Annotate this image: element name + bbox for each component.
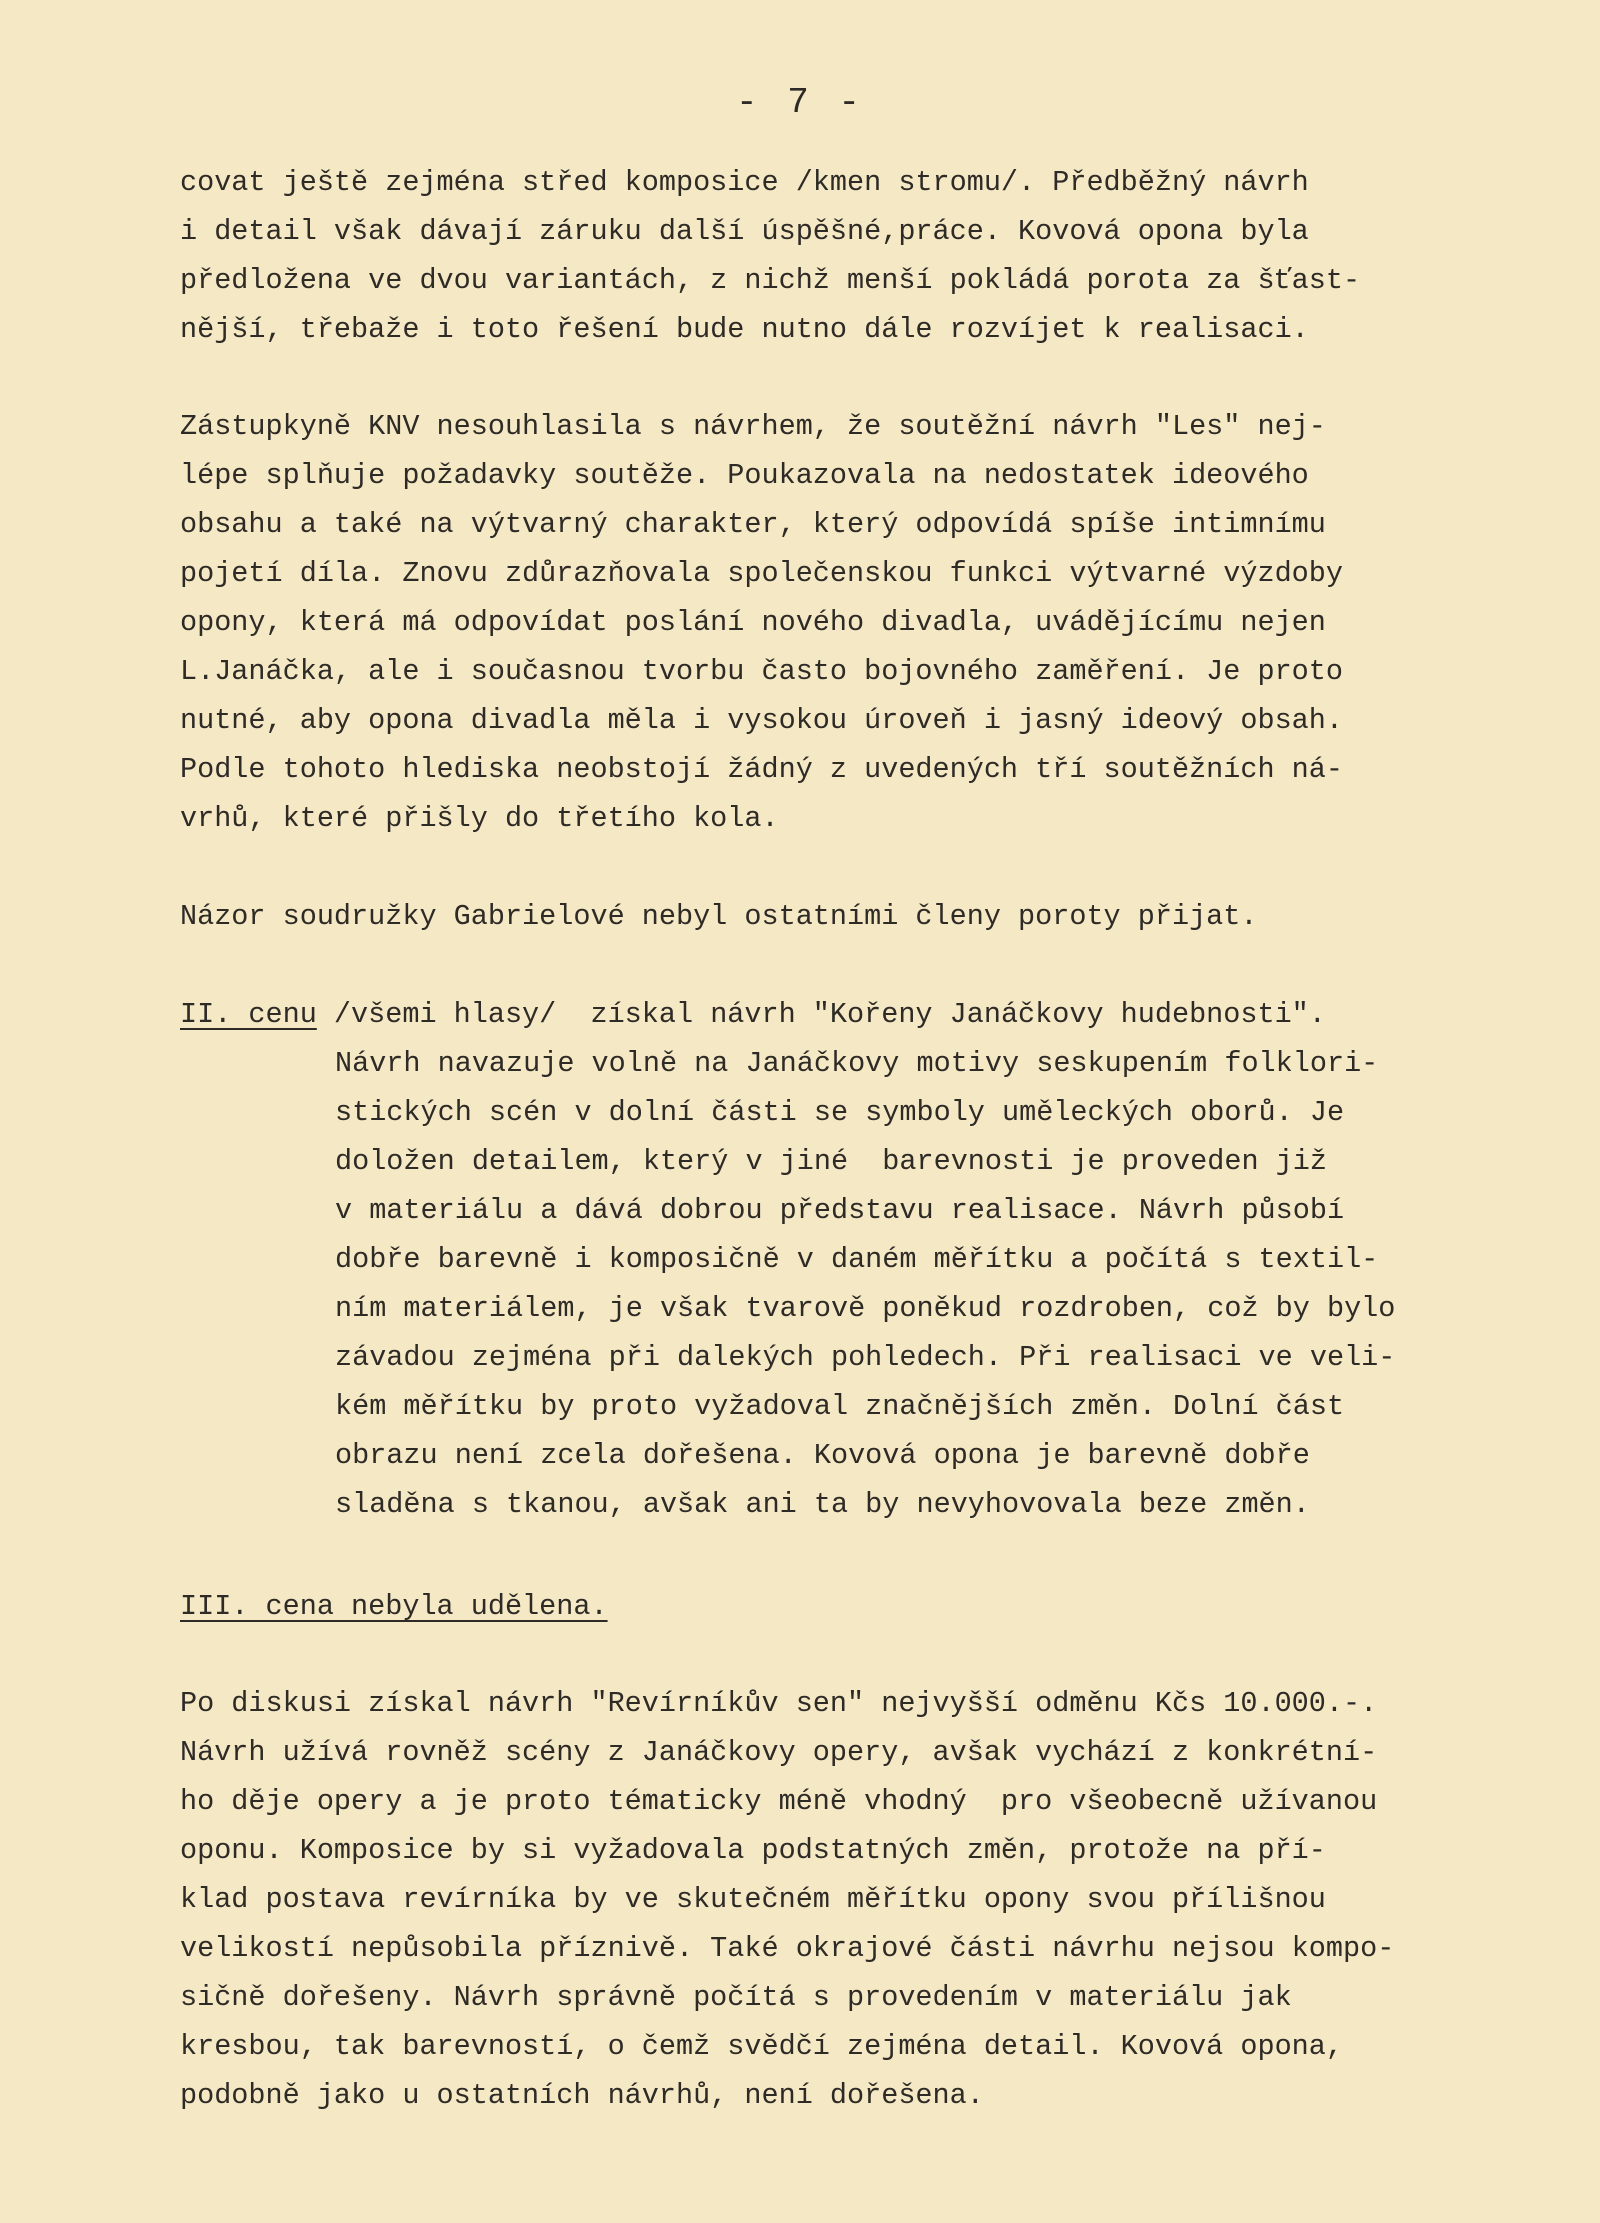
paragraph-3 <box>180 892 1540 941</box>
paragraph-4 <box>180 1679 1540 2120</box>
text-line: stických scén v dolní části se symboly uměleckých oborů. Je <box>335 1096 1345 1129</box>
text-line: opony, která má odpovídat poslání nového divadla, uvádějícímu nejen <box>180 606 1326 639</box>
text-line: lépe splňuje požadavky soutěže. Poukazovala na nedostatek ideového <box>180 459 1309 492</box>
text-line: pojetí díla. Znovu zdůrazňovala společenskou funkci výtvarné výzdoby <box>180 557 1343 590</box>
text-line: covat ještě zejména střed komposice /kmen stromu/. Předběžný návrh <box>180 166 1309 199</box>
text-line: kém měřítku by proto vyžadoval značnějších změn. Dolní část <box>335 1390 1345 1423</box>
text-line: Názor soudružky Gabrielové nebyl ostatními členy poroty přijat. <box>180 900 1258 933</box>
text-line: Podle tohoto hlediska neobstojí žádný z uvedených tří soutěžních ná- <box>180 753 1343 786</box>
page-number: - 7 - <box>735 82 865 123</box>
text-line: Návrh navazuje volně na Janáčkovy motivy seskupením folklori- <box>335 1047 1379 1080</box>
third-prize-heading: III. cena nebyla udělena. <box>180 1590 608 1623</box>
text-line: ním materiálem, je však tvarově poněkud rozdroben, což by bylo <box>335 1292 1396 1325</box>
text-line: kresbou, tak barevností, o čemž svědčí zejména detail. Kovová opona, <box>180 2030 1343 2063</box>
text-line: dobře barevně i komposičně v daném měřítku a počítá s textil- <box>335 1243 1379 1276</box>
section-third-prize <box>180 1582 1540 1631</box>
text-line: velikostí nepůsobila příznivě. Také okrajové části návrhu nejsou kompo- <box>180 1932 1395 1965</box>
text-line: sladěna s tkanou, avšak ani ta by nevyhovovala beze změn. <box>335 1488 1310 1521</box>
text-line: sičně dořešeny. Návrh správně počítá s provedením v materiálu jak <box>180 1981 1292 2014</box>
text-line: podobně jako u ostatních návrhů, není dořešena. <box>180 2079 984 2112</box>
text-line: ho děje opery a je proto tématicky méně vhodný pro všeobecně užívanou <box>180 1785 1378 1818</box>
text-line: obrazu není zcela dořešena. Kovová opona je barevně dobře <box>335 1439 1310 1472</box>
text-line: doložen detailem, který v jiné barevnosti je proveden již <box>335 1145 1327 1178</box>
section-second-prize <box>180 990 1540 1039</box>
text-line: Zástupkyně KNV nesouhlasila s návrhem, že soutěžní návrh "Les" nej- <box>180 410 1326 443</box>
section-heading-line <box>180 990 1540 1039</box>
paragraph-1 <box>180 158 1540 354</box>
second-prize-heading: II. cenu <box>180 998 317 1031</box>
text-line: předložena ve dvou variantách, z nichž menší pokládá porota za šťast- <box>180 264 1361 297</box>
text-line: v materiálu a dává dobrou představu realisace. Návrh působí <box>335 1194 1345 1227</box>
text-line: vrhů, které přišly do třetího kola. <box>180 802 779 835</box>
section-heading-line <box>180 1582 1540 1631</box>
text-line: Návrh užívá rovněž scény z Janáčkovy opery, avšak vychází z konkrétní- <box>180 1736 1378 1769</box>
text-line: Po diskusi získal návrh "Revírníkův sen" nejvyšší odměnu Kčs 10.000.-. <box>180 1687 1378 1720</box>
paragraph-2 <box>180 402 1540 843</box>
text-line: nější, třebaže i toto řešení bude nutno dále rozvíjet k realisaci. <box>180 313 1309 346</box>
text-line: závadou zejména při dalekých pohledech. Při realisaci ve veli- <box>335 1341 1396 1374</box>
text-line: oponu. Komposice by si vyžadovala podstatných změn, protože na pří- <box>180 1834 1326 1867</box>
text-line: nutné, aby opona divadla měla i vysokou úroveň i jasný ideový obsah. <box>180 704 1343 737</box>
text-line: L.Janáčka, ale i současnou tvorbu často bojovného zaměření. Je proto <box>180 655 1343 688</box>
text-line: klad postava revírníka by ve skutečném měřítku opony svou přílišnou <box>180 1883 1326 1916</box>
second-prize-heading-rest: /všemi hlasy/ získal návrh "Kořeny Janáčkovy hudebnosti". <box>316 998 1326 1031</box>
second-prize-description <box>335 1039 1555 1529</box>
text-line: obsahu a také na výtvarný charakter, který odpovídá spíše intimnímu <box>180 508 1326 541</box>
text-line: i detail však dávají záruku další úspěšné,práce. Kovová opona byla <box>180 215 1309 248</box>
